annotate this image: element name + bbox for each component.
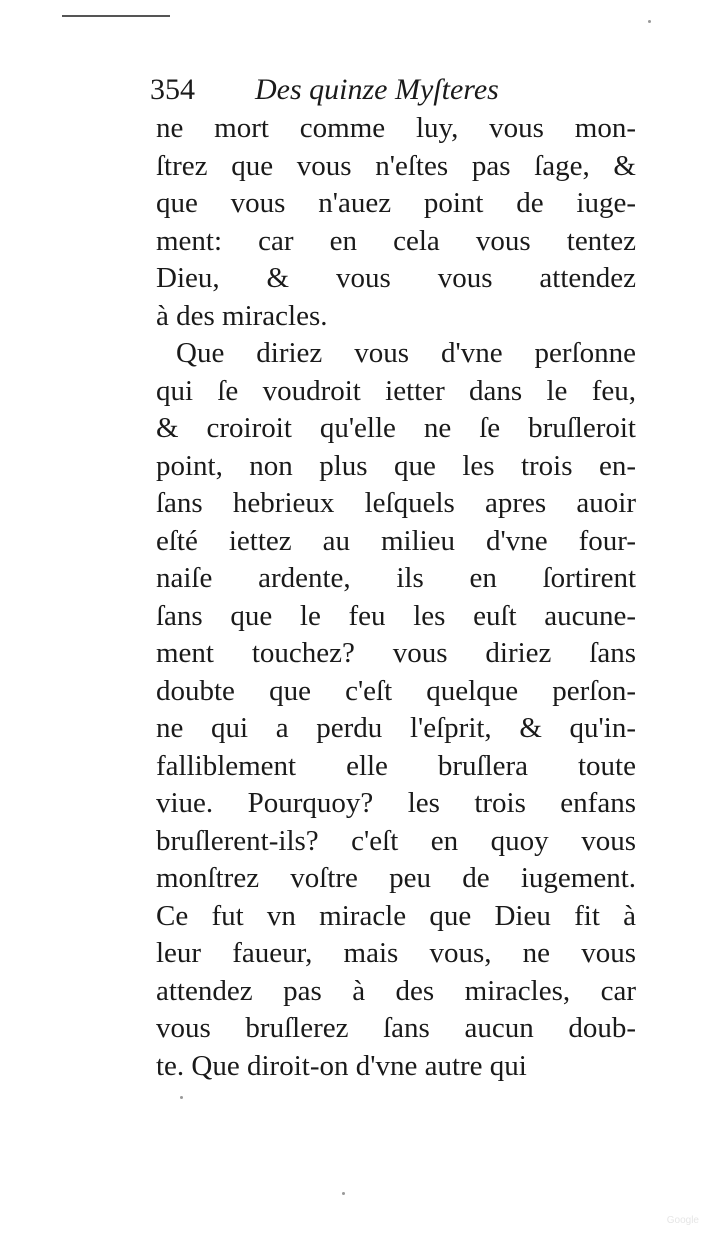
text-line: & croiroit qu'elle ne ſe bruſleroit	[156, 412, 636, 444]
text-line: ne mort comme luy, vous mon-	[156, 112, 636, 144]
paper-speck	[648, 20, 651, 23]
paper-speck	[180, 1096, 183, 1099]
top-rule	[62, 15, 170, 17]
text-line: doubte que c'eſt quelque perſon-	[156, 674, 636, 707]
paper-speck	[342, 1192, 345, 1195]
text-line: point, non plus que les trois en-	[156, 449, 636, 482]
text-line: ment: car en cela vous tentez	[156, 224, 636, 257]
text-line: ment touchez? vous diriez ſans	[156, 637, 636, 669]
text-line: attendez pas à des miracles, car	[156, 974, 636, 1007]
watermark: Google	[666, 1215, 699, 1226]
text-line: bruſlerent-ils? c'eſt en quoy vous	[156, 824, 636, 857]
text-line: viue. Pourquoy? les trois enfans	[156, 787, 636, 819]
text-line: eſté iettez au milieu d'vne four-	[156, 524, 636, 557]
text-line: à des miracles.	[156, 299, 328, 332]
text-line: que vous n'auez point de iuge-	[156, 187, 636, 219]
text-line: ſtrez que vous n'eſtes pas ſage, &	[156, 149, 636, 182]
page-header	[150, 68, 640, 112]
text-line: Dieu, & vous vous attendez	[156, 262, 636, 294]
text-line: te. Que diroit-on d'vne autre qui	[156, 1049, 527, 1082]
text-line: Ce fut vn miracle que Dieu fit à	[156, 899, 636, 932]
text-line: naiſe ardente, ils en ſortirent	[156, 562, 636, 594]
running-title: Des quinze Myſteres	[255, 73, 499, 106]
text-line: leur faueur, mais vous, ne vous	[156, 937, 636, 969]
text-line: falliblement elle bruſlera toute	[156, 749, 636, 782]
text-line: ſans hebrieux leſquels apres auoir	[156, 487, 636, 519]
body-text	[156, 110, 636, 1085]
text-line: ne qui a perdu l'eſprit, & qu'in-	[156, 712, 636, 744]
text-line: vous bruſlerez ſans aucun doub-	[156, 1012, 636, 1044]
text-line: monſtrez voſtre peu de iugement.	[156, 862, 636, 894]
text-line: Que diriez vous d'vne perſonne	[176, 337, 636, 369]
text-line: qui ſe voudroit ietter dans le feu,	[156, 374, 636, 407]
page-number: 354	[150, 73, 195, 106]
text-line: ſans que le feu les euſt aucune-	[156, 599, 636, 632]
